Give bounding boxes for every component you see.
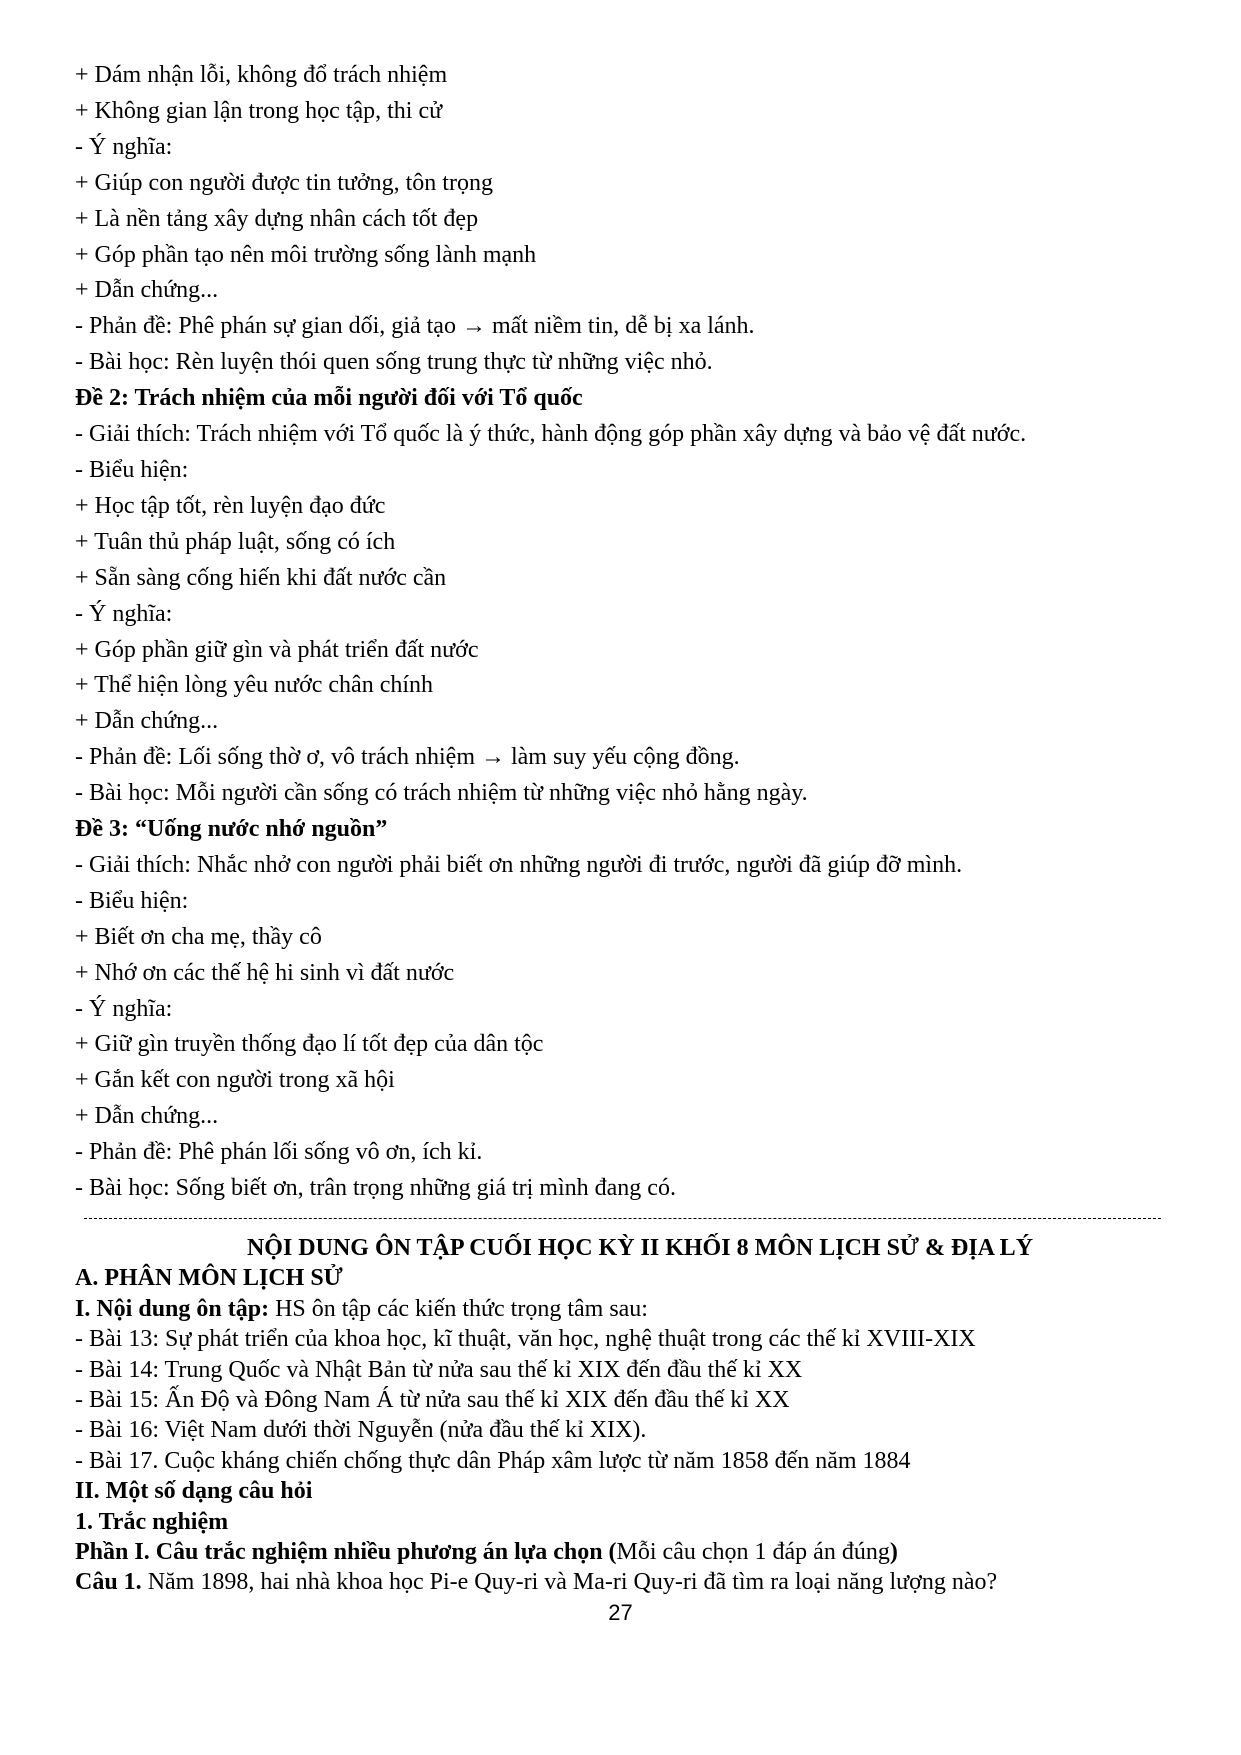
- question-1-text: Năm 1898, hai nhà khoa học Pi-e Quy-ri và Ma-ri Quy-ri đã tìm ra loại năng lượng nào?: [141, 1569, 998, 1596]
- question-types-heading: II. Một số dạng câu hỏi: [75, 1478, 313, 1505]
- text-line: + Dẫn chứng...: [75, 708, 219, 735]
- review-section: [75, 1233, 1195, 1598]
- text-line: - Ý nghĩa:: [75, 995, 173, 1022]
- text-line: + Giúp con người được tin tưởng, tôn trọng: [75, 169, 493, 196]
- content-text: HS ôn tập các kiến thức trọng tâm sau:: [269, 1295, 648, 1322]
- text-line: - Bài học: Sống biết ơn, trân trọng những giá trị mình đang có.: [75, 1175, 676, 1202]
- text-line: - Phản đề: Phê phán sự gian dối, giả tạo → mất niềm tin, dễ bị xa lánh.: [75, 313, 755, 340]
- dashed-divider: [84, 1218, 1161, 1219]
- text-line: + Gắn kết con người trong xã hội: [75, 1067, 395, 1094]
- text-line: + Tuân thủ pháp luật, sống có ích: [75, 528, 396, 555]
- text-line: + Học tập tốt, rèn luyện đạo đức: [75, 492, 386, 519]
- text-line: - Bài học: Mỗi người cần sống có trách nhiệm từ những việc nhỏ hằng ngày.: [75, 780, 808, 807]
- text-line: + Thể hiện lòng yêu nước chân chính: [75, 672, 434, 699]
- text-line: + Là nền tảng xây dựng nhân cách tốt đẹp: [75, 205, 479, 232]
- text-line: - Phản đề: Phê phán lối sống vô ơn, ích kỉ.: [75, 1139, 483, 1166]
- question-1: [75, 1567, 1195, 1597]
- part1-heading: [75, 1537, 1195, 1567]
- lesson-item: - Bài 14: Trung Quốc và Nhật Bản từ nửa sau thế kỉ XIX đến đầu thế kỉ XX: [75, 1356, 803, 1383]
- text-line: - Ý nghĩa:: [75, 133, 173, 160]
- lesson-item: - Bài 13: Sự phát triển của khoa học, kĩ thuật, văn học, nghệ thuật trong các thế kỉ XVIII-XIX: [75, 1326, 976, 1353]
- content-intro: [75, 1294, 1195, 1324]
- lesson-item: - Bài 16: Việt Nam dưới thời Nguyễn (nửa đầu thế kỉ XIX).: [75, 1417, 647, 1444]
- review-title: NỘI DUNG ÔN TẬP CUỐI HỌC KỲ II KHỐI 8 MÔN LỊCH SỬ & ĐỊA LÝ: [246, 1235, 1034, 1261]
- text-line: + Giữ gìn truyền thống đạo lí tốt đẹp của dân tộc: [75, 1031, 544, 1058]
- text-line: + Nhớ ơn các thế hệ hi sinh vì đất nước: [75, 959, 455, 986]
- text-line: - Biểu hiện:: [75, 456, 189, 483]
- part-a-heading: A. PHÂN MÔN LỊCH SỬ: [75, 1265, 343, 1292]
- de2-heading: Đề 2: Trách nhiệm của mỗi người đối với Tổ quốc: [75, 385, 583, 412]
- content-label: I. Nội dung ôn tập:: [75, 1295, 270, 1322]
- text-line: + Không gian lận trong học tập, thi cử: [75, 97, 443, 124]
- text-line: - Bài học: Rèn luyện thói quen sống trung thực từ những việc nhỏ.: [75, 349, 713, 376]
- text-line: - Biểu hiện:: [75, 887, 189, 914]
- text-line: + Dẫn chứng...: [75, 1103, 219, 1130]
- text-line: - Giải thích: Trách nhiệm với Tổ quốc là ý thức, hành động góp phần xây dựng và bảo vệ đất nước.: [75, 421, 1027, 448]
- mcq-heading: 1. Trắc nghiệm: [75, 1508, 229, 1535]
- text-line: - Ý nghĩa:: [75, 600, 173, 627]
- text-line: + Dẫn chứng...: [75, 277, 219, 304]
- text-line: - Phản đề: Lối sống thờ ơ, vô trách nhiệm → làm suy yếu cộng đồng.: [75, 744, 740, 771]
- essay-outline-section: [75, 58, 1195, 1207]
- part1-note: Mỗi câu chọn 1 đáp án đúng: [616, 1539, 890, 1566]
- text-line: + Dám nhận lỗi, không đổ trách nhiệm: [75, 62, 448, 88]
- text-line: + Biết ơn cha mẹ, thầy cô: [75, 923, 322, 950]
- lesson-item: - Bài 17. Cuộc kháng chiến chống thực dân Pháp xâm lược từ năm 1858 đến năm 1884: [75, 1447, 911, 1474]
- text-line: - Giải thích: Nhắc nhở con người phải biết ơn những người đi trước, người đã giúp đỡ mình.: [75, 851, 963, 878]
- text-line: + Góp phần giữ gìn và phát triển đất nước: [75, 636, 479, 663]
- page-number: 27: [608, 1600, 633, 1625]
- question-1-label: Câu 1.: [75, 1569, 142, 1596]
- text-line: + Sẵn sàng cống hiến khi đất nước cần: [75, 564, 447, 591]
- lesson-item: - Bài 15: Ấn Độ và Đông Nam Á từ nửa sau thế kỉ XIX đến đầu thế kỉ XX: [75, 1387, 790, 1414]
- part1-label: Phần I. Câu trắc nghiệm nhiều phương án lựa chọn (: [75, 1539, 617, 1566]
- de3-heading: Đề 3: “Uống nước nhớ nguồn”: [75, 816, 388, 843]
- text-line: + Góp phần tạo nên môi trường sống lành mạnh: [75, 241, 537, 268]
- part1-close: ): [889, 1539, 898, 1566]
